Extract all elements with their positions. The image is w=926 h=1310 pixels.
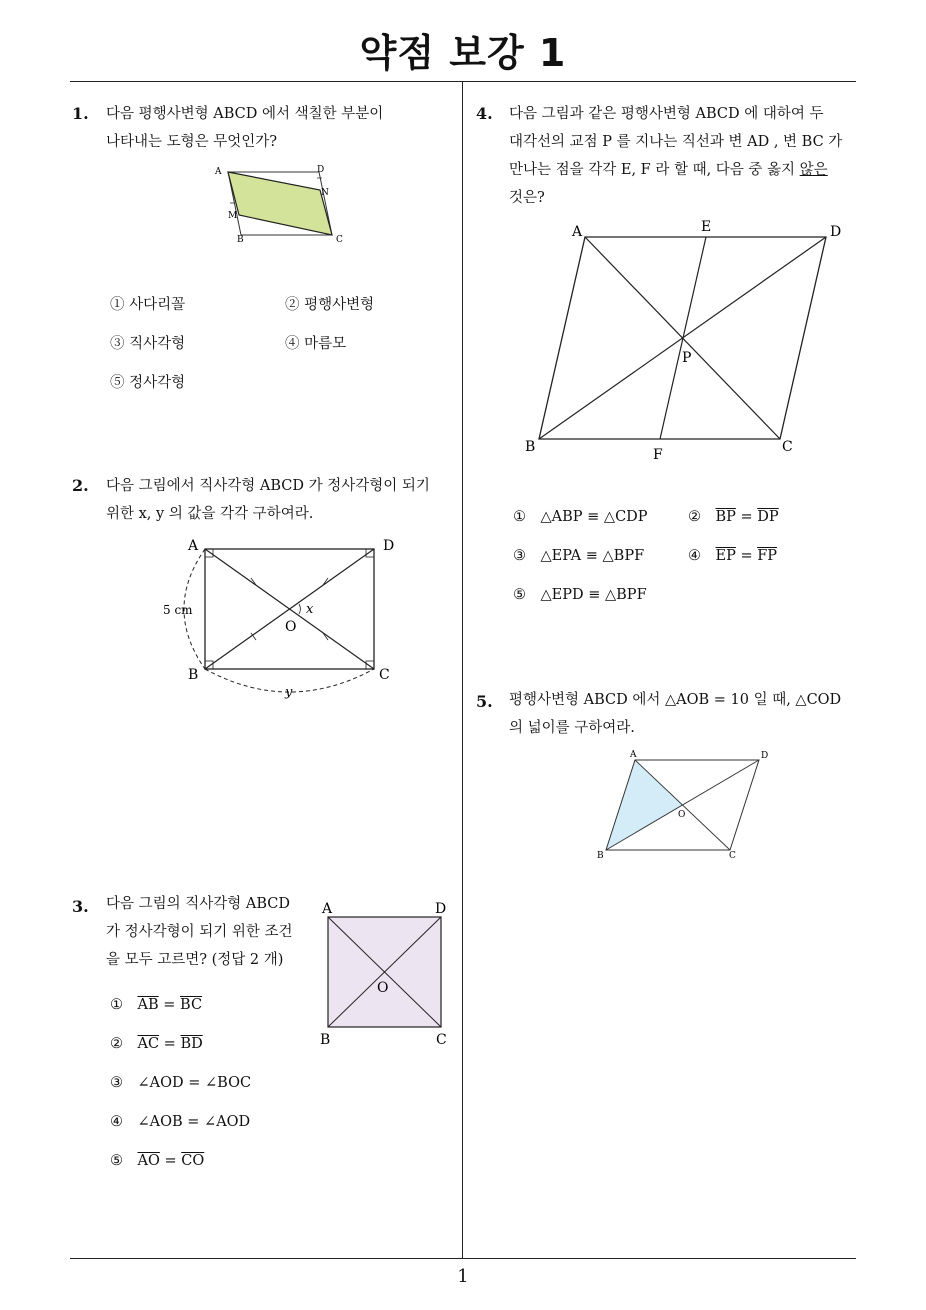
q3-option-2[interactable] — [110, 1036, 203, 1052]
q3-option-rhs: $\overline{BD}$ — [180, 1036, 203, 1052]
q3-line3: 을 모두 고르면? (정답 2 개) — [106, 952, 284, 968]
q2-label-A: A — [188, 538, 199, 554]
q3-option-1[interactable] — [110, 997, 202, 1013]
q1-label-M: M — [228, 211, 238, 221]
q2-label-B: B — [188, 667, 199, 683]
q4-number: 4. — [476, 104, 493, 123]
q2-angle-arc-x — [299, 604, 300, 614]
q4-option-lhs: △EPA — [540, 548, 582, 564]
q3-option-mark: ② — [110, 1036, 123, 1052]
q3-option-operator: = — [158, 997, 181, 1013]
q3-option-mark: ⑤ — [110, 1153, 123, 1169]
q3-option-3[interactable] — [110, 1075, 251, 1091]
q4-label-B: B — [525, 439, 536, 455]
q3-label-A: A — [322, 901, 333, 917]
q3-label-C: C — [436, 1032, 447, 1048]
q4-label-D: D — [830, 224, 842, 240]
q4-option-mark: ④ — [688, 548, 701, 564]
q3-option-operator: = — [182, 1114, 205, 1130]
q3-text — [106, 890, 293, 974]
q5-line2: 의 넓이를 구하여라. — [509, 720, 635, 736]
q5-line1: 평행사변형 ABCD 에서 △AOB = 10 일 때, △COD — [509, 692, 842, 708]
q5-label-A: A — [630, 750, 637, 760]
q2-text — [106, 472, 430, 528]
q2-figure — [158, 530, 408, 702]
q2-label-D: D — [383, 538, 395, 554]
q3-option-rhs: ∠BOC — [205, 1075, 252, 1091]
q4-option-lhs: $\overline{BP}$ — [715, 509, 736, 525]
q5-figure — [590, 745, 780, 865]
q3-label-O: O — [377, 980, 389, 996]
q4-option-mark: ① — [513, 509, 526, 525]
q3-option-lhs: ∠AOB — [137, 1114, 183, 1130]
q4-option-lhs: △EPD — [540, 587, 584, 603]
bottom-rule — [70, 1258, 856, 1259]
q4-option-mark: ③ — [513, 548, 526, 564]
q4-option-lhs: $\overline{EP}$ — [715, 548, 736, 564]
q4-option-mark: ⑤ — [513, 587, 526, 603]
page-title: 약점 보강 1 — [359, 31, 567, 75]
q4-line1: 다음 그림과 같은 평행사변형 ABCD 에 대하여 두 — [509, 106, 824, 122]
q4-option-5[interactable] — [513, 587, 647, 603]
q1-option-3[interactable]: ③ 직사각형 — [110, 336, 186, 352]
q1-line2: 나타내는 도형은 무엇인가? — [106, 134, 278, 150]
q4-option-rhs: △BPF — [605, 587, 647, 603]
top-rule — [70, 81, 856, 82]
q1-label-D: D — [317, 165, 325, 175]
q3-option-mark: ③ — [110, 1075, 123, 1091]
q4-option-operator: = — [735, 509, 758, 525]
q2-label-y: y — [285, 685, 293, 700]
q5-text — [509, 686, 841, 742]
q2-label-C: C — [379, 667, 390, 683]
q1-option-4[interactable]: ④ 마름모 — [285, 336, 347, 352]
q1-option-1[interactable]: ① 사다리꼴 — [110, 297, 186, 313]
q1-label-B: B — [237, 235, 244, 245]
q4-option-rhs: $\overline{DP}$ — [757, 509, 779, 525]
q1-label-A: A — [215, 167, 222, 177]
q3-number: 3. — [72, 897, 89, 916]
q3-option-lhs: ∠AOD — [137, 1075, 184, 1091]
q1-line1: 다음 평행사변형 ABCD 에서 색칠한 부분이 — [106, 106, 384, 122]
q1-label-C: C — [336, 235, 343, 245]
q1-text — [106, 100, 383, 156]
q3-option-lhs: $\overline{AO}$ — [137, 1153, 160, 1169]
q4-option-3[interactable] — [513, 548, 644, 564]
q2-number: 2. — [72, 476, 89, 495]
q4-text — [509, 100, 842, 212]
q3-line1: 다음 그림의 직사각형 ABCD — [106, 896, 291, 912]
q3-option-rhs: ∠AOD — [204, 1114, 251, 1130]
q4-option-1[interactable] — [513, 509, 648, 525]
q4-option-rhs: △BPF — [602, 548, 645, 564]
q1-option-2[interactable]: ② 평행사변형 — [285, 297, 375, 313]
q4-label-P: P — [682, 350, 692, 366]
q3-label-B: B — [320, 1032, 331, 1048]
q5-label-C: C — [729, 851, 736, 861]
q3-option-lhs: $\overline{AB}$ — [137, 997, 159, 1013]
q2-line2: 위한 x, y 의 값을 각각 구하여라. — [106, 506, 314, 522]
q3-label-D: D — [435, 901, 447, 917]
q2-label-O: O — [285, 619, 297, 635]
q4-label-A: A — [572, 224, 583, 240]
q4-option-operator: ≡ — [582, 509, 604, 525]
q4-line-ef — [660, 237, 706, 439]
q4-line2: 대각선의 교점 P 를 지나는 직선과 변 AD , 변 BC 가 — [509, 134, 843, 150]
q2-label-side: 5 cm — [163, 603, 193, 617]
q2-label-x: x — [306, 602, 314, 617]
q3-line2: 가 정사각형이 되기 위한 조건 — [106, 924, 293, 940]
q4-figure — [515, 212, 855, 467]
q4-label-F: F — [653, 447, 663, 463]
q4-option-operator: ≡ — [581, 548, 603, 564]
q4-line4: 것은? — [509, 190, 545, 206]
q1-option-5[interactable]: ⑤ 정사각형 — [110, 375, 186, 391]
q5-shaded-triangle — [606, 760, 686, 850]
q4-option-rhs: $\overline{FP}$ — [757, 548, 778, 564]
q4-label-C: C — [782, 439, 793, 455]
q5-label-B: B — [597, 851, 604, 861]
q4-option-rhs: △CDP — [603, 509, 648, 525]
q3-option-mark: ① — [110, 997, 123, 1013]
q3-figure — [315, 895, 455, 1055]
q4-option-2[interactable] — [688, 509, 779, 525]
q3-option-operator: = — [183, 1075, 206, 1091]
q1-number: 1. — [72, 104, 89, 123]
q4-option-4[interactable] — [688, 548, 777, 564]
q3-option-5[interactable] — [110, 1153, 204, 1169]
q4-option-operator: ≡ — [583, 587, 605, 603]
q4-line3: 만나는 점을 각각 E, F 라 할 때, 다음 중 옳지 — [509, 162, 796, 178]
q3-option-rhs: $\overline{BC}$ — [180, 997, 203, 1013]
q4-option-lhs: △ABP — [540, 509, 583, 525]
q4-option-mark: ② — [688, 509, 701, 525]
q5-number: 5. — [476, 692, 493, 711]
q3-option-operator: = — [159, 1036, 181, 1052]
q5-label-D: D — [761, 751, 769, 761]
q5-label-O: O — [678, 810, 686, 820]
q4-label-E: E — [701, 219, 712, 235]
page-number: 1 — [457, 1266, 469, 1287]
q1-label-N: N — [321, 188, 329, 198]
q1-shaded-region — [228, 172, 332, 235]
q3-option-4[interactable] — [110, 1114, 250, 1130]
q3-option-lhs: $\overline{AC}$ — [137, 1036, 160, 1052]
q3-option-rhs: $\overline{CO}$ — [181, 1153, 205, 1169]
column-divider — [462, 82, 463, 1259]
q4-option-operator: = — [735, 548, 758, 564]
q3-option-operator: = — [159, 1153, 182, 1169]
q3-option-mark: ④ — [110, 1114, 123, 1130]
q1-figure — [205, 160, 365, 250]
q4-line3-underlined: 않은 — [799, 162, 828, 178]
q2-line1: 다음 그림에서 직사각형 ABCD 가 정사각형이 되기 — [106, 478, 430, 494]
